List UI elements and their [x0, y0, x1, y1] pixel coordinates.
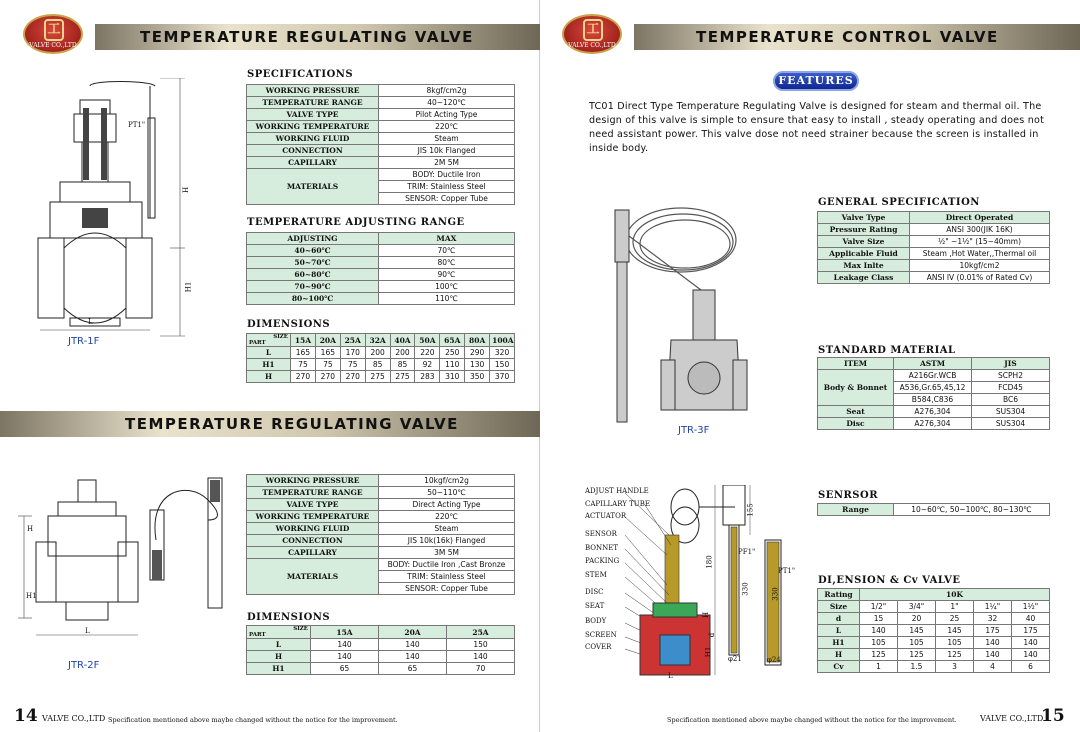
cv-value: 3/4" [898, 601, 936, 613]
dim-value: 200 [365, 347, 390, 359]
spec-label: CAPILLARY [247, 547, 379, 559]
part-label: DISC [585, 588, 604, 596]
spec-label: CONNECTION [247, 535, 379, 547]
dim-row [247, 371, 515, 383]
materials-value: BODY: Ductile Iron [379, 169, 515, 181]
adj-row [247, 257, 515, 269]
std-jis: SCPH2 [972, 370, 1050, 382]
gen-label: Pressure Rating [818, 224, 910, 236]
company-logo: 工 VALVE CO.,LTD [562, 14, 622, 54]
company-logo: 工 VALVE CO.,LTD [23, 14, 83, 54]
section-title-bar [634, 24, 1080, 50]
cv-value: 105 [898, 637, 936, 649]
section-title-2: TEMPERATURE REGULATING VALVE [125, 415, 459, 433]
dimensions-heading-2: DIMENSIONS [247, 612, 331, 623]
spec-row [247, 487, 515, 499]
right-page [541, 0, 1080, 732]
size-label: SIZE [273, 334, 288, 340]
cv-value: 40 [1012, 613, 1050, 625]
cv-row [818, 601, 1050, 613]
part-label: PACKING [585, 557, 620, 565]
adj-max: 90℃ [379, 269, 515, 281]
dim-value: 75 [315, 359, 340, 371]
part-label: SEAT [585, 602, 605, 610]
dim-330a: 330 [741, 582, 750, 596]
cv-value: 125 [936, 649, 974, 661]
dim-h-label: H [182, 186, 191, 194]
std-item: Body & Bonnet [818, 370, 894, 406]
spec-value: 40~120℃ [379, 97, 515, 109]
dim-h1-label-2: H1 [26, 592, 37, 600]
spec-value: 3M 5M [379, 547, 515, 559]
footer-note: Specification mentioned above maybe changed without the notice for the improvement. [667, 716, 957, 724]
dim-value: 270 [291, 371, 316, 383]
part-label: SENSOR [585, 530, 617, 538]
dim-size-header: 40A [390, 334, 415, 347]
adj-range: 80~100℃ [247, 293, 379, 305]
cv-row [818, 649, 1050, 661]
part-size-header [247, 334, 291, 347]
dim-size-header: 15A [311, 626, 379, 639]
gen-value: ANSI IV (0.01% of Rated Cv) [910, 272, 1050, 284]
gen-value: ANSI 300(JIK 16K) [910, 224, 1050, 236]
dim-155: 155 [746, 503, 755, 517]
part-label: PART [249, 632, 266, 638]
spec-row [247, 121, 515, 133]
dim-value: 140 [311, 639, 379, 651]
dim-value: 65 [379, 663, 447, 675]
sensor-range-label: Range [818, 504, 894, 516]
cv-value: 145 [898, 625, 936, 637]
spec-value: Direct Acting Type [379, 499, 515, 511]
cv-value: 140 [1012, 649, 1050, 661]
spec-row [247, 535, 515, 547]
dim-size-header: 25A [447, 626, 515, 639]
std-astm: A276,304 [894, 418, 972, 430]
dim-h: H [702, 611, 711, 619]
spec-value: JIS 10k(16k) Flanged [379, 535, 515, 547]
spec-row [247, 85, 515, 97]
adj-range: 50~70℃ [247, 257, 379, 269]
spec-row [247, 475, 515, 487]
gen-value: ½" ~1½" (15~40mm) [910, 236, 1050, 248]
dim-value: 320 [490, 347, 515, 359]
dim-value: 85 [365, 359, 390, 371]
general-spec-table [817, 211, 1050, 284]
jtr-2f-drawing [18, 470, 248, 650]
dim-l-label: L [88, 318, 93, 326]
part-label: ACTUATOR [585, 512, 627, 520]
dim-phi24: φ24 [767, 656, 781, 664]
materials-value: BODY: Ductile Iron ,Cast Bronze [379, 559, 515, 571]
dim-part: H [247, 651, 311, 663]
cv-value: 125 [898, 649, 936, 661]
cv-rating-value: 10K [860, 589, 1050, 601]
pt1-label: PT1" [128, 121, 146, 129]
cv-value: 1.5 [898, 661, 936, 673]
gen-label: Leakage Class [818, 272, 910, 284]
cv-value: 105 [860, 637, 898, 649]
cv-row [818, 625, 1050, 637]
cv-value: 15 [860, 613, 898, 625]
cv-value: 32 [974, 613, 1012, 625]
gen-label: Valve Size [818, 236, 910, 248]
cv-row [818, 613, 1050, 625]
dim-value: 200 [390, 347, 415, 359]
dim-value: 310 [440, 371, 465, 383]
gen-value: 10kgf/cm2 [910, 260, 1050, 272]
std-row [818, 370, 1050, 382]
materials-value: TRIM: Stainless Steel [379, 571, 515, 583]
dim-size-header: 65A [440, 334, 465, 347]
section-title-bar-2 [0, 411, 540, 437]
dim-value: 65 [311, 663, 379, 675]
dim-h-label-2: H [27, 525, 34, 533]
gen-row [818, 248, 1050, 260]
spec-row [247, 145, 515, 157]
gen-label: Valve Type [818, 212, 910, 224]
spec-label: CAPILLARY [247, 157, 379, 169]
adj-row [247, 245, 515, 257]
cv-value: 125 [860, 649, 898, 661]
dim-value: 140 [379, 639, 447, 651]
dim-value: 250 [440, 347, 465, 359]
dimensions-heading: DIMENSIONS [247, 319, 331, 330]
cv-value: 6 [1012, 661, 1050, 673]
dim-row [247, 359, 515, 371]
spec-row [247, 547, 515, 559]
dim-size-header: 50A [415, 334, 440, 347]
footer-company: VALVE CO.,LTD [980, 714, 1044, 723]
gen-value: Steam ,Hot Water,,Thermal oil [910, 248, 1050, 260]
jtr-1f-caption: JTR-1F [68, 336, 100, 347]
std-item: Seat [818, 406, 894, 418]
spec-value: JIS 10k Flanged [379, 145, 515, 157]
cv-row [818, 661, 1050, 673]
part-label: BONNET [585, 544, 619, 552]
cv-value: 1 [860, 661, 898, 673]
specifications-table [246, 84, 515, 205]
materials-row [247, 559, 515, 571]
spec-label: VALVE TYPE [247, 109, 379, 121]
dim-d: d [708, 632, 717, 638]
dimensions-table-2 [246, 625, 515, 675]
spec-value: Pilot Acting Type [379, 109, 515, 121]
dim-pt1: PT1" [778, 567, 796, 575]
std-astm: A536,Gr.65,45,12 [894, 382, 972, 394]
dim-value: 85 [390, 359, 415, 371]
size-label: SIZE [293, 626, 308, 632]
adj-range: 60~80℃ [247, 269, 379, 281]
cv-value: 1" [936, 601, 974, 613]
dim-size-header: 80A [465, 334, 490, 347]
standard-material-table [817, 357, 1050, 430]
dim-size-header: 25A [340, 334, 365, 347]
gen-row [818, 212, 1050, 224]
dim-value: 275 [365, 371, 390, 383]
part-label: CAPILLARY TUBE [585, 500, 650, 508]
cv-part: H [818, 649, 860, 661]
dim-value: 75 [291, 359, 316, 371]
spec-row [247, 511, 515, 523]
dim-value: 370 [490, 371, 515, 383]
cv-part: H1 [818, 637, 860, 649]
materials-value: TRIM: Stainless Steel [379, 181, 515, 193]
jtr-1f-drawing [30, 78, 195, 348]
dim-size-header: 20A [315, 334, 340, 347]
dim-l: L [668, 672, 673, 680]
adj-header: ADJUSTING [247, 233, 379, 245]
std-jis: FCD45 [972, 382, 1050, 394]
std-jis: SUS304 [972, 406, 1050, 418]
specifications-table-2 [246, 474, 515, 595]
gen-row [818, 260, 1050, 272]
part-label: SCREEN [585, 631, 617, 639]
cv-value: 140 [1012, 637, 1050, 649]
dim-h1: H1 [704, 646, 713, 658]
adj-range: 70~90℃ [247, 281, 379, 293]
materials-row [247, 169, 515, 181]
spec-label: VALVE TYPE [247, 499, 379, 511]
spec-label: WORKING PRESSURE [247, 475, 379, 487]
cv-value: 25 [936, 613, 974, 625]
sensor-heading: SENRSOR [818, 490, 879, 501]
adj-row [247, 269, 515, 281]
std-header: ASTM [894, 358, 972, 370]
spec-row [247, 109, 515, 121]
section-title-bar [95, 24, 540, 50]
gen-row [818, 236, 1050, 248]
dimensions-table-1 [246, 333, 515, 383]
general-spec-heading: GENERAL SPECIFICATION [818, 197, 980, 208]
dim-value: 92 [415, 359, 440, 371]
materials-value: SENSOR: Copper Tube [379, 193, 515, 205]
dim-value: 140 [311, 651, 379, 663]
dim-value: 290 [465, 347, 490, 359]
spec-value: Steam [379, 523, 515, 535]
dim-value: 283 [415, 371, 440, 383]
cv-value: 1¼" [974, 601, 1012, 613]
jtr-3f-drawing [601, 200, 801, 430]
std-jis: SUS304 [972, 418, 1050, 430]
spec-row [247, 97, 515, 109]
materials-label: MATERIALS [247, 169, 379, 205]
footer-company: VALVE CO.,LTD [42, 714, 106, 723]
gen-label: Applicable Fluid [818, 248, 910, 260]
adj-max: 70℃ [379, 245, 515, 257]
dim-part: H1 [247, 359, 291, 371]
adj-max: 80℃ [379, 257, 515, 269]
dim-value: 165 [315, 347, 340, 359]
materials-label: MATERIALS [247, 559, 379, 595]
cv-value: 140 [974, 649, 1012, 661]
sensor-table [817, 503, 1050, 516]
dim-value: 275 [390, 371, 415, 383]
cv-value: 1/2" [860, 601, 898, 613]
adj-range: 40~60℃ [247, 245, 379, 257]
gen-row [818, 224, 1050, 236]
dimension-cv-heading: DI,ENSION & Cv VALVE [818, 575, 961, 586]
dim-180: 180 [705, 555, 714, 569]
jtr-3f-caption: JTR-3F [678, 425, 710, 436]
page-number: 15 [1041, 706, 1065, 726]
std-header: JIS [972, 358, 1050, 370]
adj-max: 100℃ [379, 281, 515, 293]
dim-value: 75 [340, 359, 365, 371]
cv-part: d [818, 613, 860, 625]
dim-value: 110 [440, 359, 465, 371]
std-astm: B584,C836 [894, 394, 972, 406]
spec-row [247, 157, 515, 169]
features-badge: FEATURES [773, 71, 859, 91]
dim-part: L [247, 347, 291, 359]
adj-max: 110℃ [379, 293, 515, 305]
gen-row [818, 272, 1050, 284]
part-label: COVER [585, 643, 612, 651]
std-astm: A276,304 [894, 406, 972, 418]
spec-value: 220℃ [379, 121, 515, 133]
cv-value: 4 [974, 661, 1012, 673]
dim-value: 170 [340, 347, 365, 359]
materials-value: SENSOR: Copper Tube [379, 583, 515, 595]
specifications-heading: SPECIFICATIONS [247, 69, 354, 80]
dim-value: 140 [379, 651, 447, 663]
dim-row [247, 639, 515, 651]
std-row [818, 406, 1050, 418]
spec-label: TEMPERATURE RANGE [247, 97, 379, 109]
dim-value: 140 [447, 651, 515, 663]
gen-label: Max Inlte [818, 260, 910, 272]
adj-row [247, 293, 515, 305]
dim-size-header: 20A [379, 626, 447, 639]
sensor-range-value: 10~60℃, 50~100℃, 80~130℃ [894, 504, 1050, 516]
cv-value: 1½" [1012, 601, 1050, 613]
std-header: ITEM [818, 358, 894, 370]
std-jis: BC6 [972, 394, 1050, 406]
cv-value: 175 [1012, 625, 1050, 637]
spec-row [247, 523, 515, 535]
adj-header: MAX [379, 233, 515, 245]
cv-value: 175 [974, 625, 1012, 637]
dim-row [247, 651, 515, 663]
dim-value: 270 [340, 371, 365, 383]
dim-value: 165 [291, 347, 316, 359]
spec-label: WORKING PRESSURE [247, 85, 379, 97]
dim-value: 350 [465, 371, 490, 383]
dim-size-header: 15A [291, 334, 316, 347]
cv-row [818, 637, 1050, 649]
dim-size-header: 32A [365, 334, 390, 347]
dim-value: 130 [465, 359, 490, 371]
spec-value: 8kgf/cm2g [379, 85, 515, 97]
dim-value: 220 [415, 347, 440, 359]
part-label: ADJUST HANDLE [585, 487, 649, 495]
std-astm: A216Gr.WCB [894, 370, 972, 382]
dim-size-header: 100A [490, 334, 515, 347]
standard-material-heading: STANDARD MATERIAL [818, 345, 956, 356]
dimension-cv-table [817, 588, 1050, 673]
part-label: PART [249, 340, 266, 346]
spec-value: 50~110℃ [379, 487, 515, 499]
cv-value: 105 [936, 637, 974, 649]
temp-adjusting-heading: TEMPERATURE ADJUSTING RANGE [247, 217, 465, 228]
cv-part: L [818, 625, 860, 637]
part-label: STEM [585, 571, 607, 579]
std-row [818, 418, 1050, 430]
spec-row [247, 133, 515, 145]
dim-value: 150 [447, 639, 515, 651]
gen-value: Direct Operated [910, 212, 1050, 224]
dim-value: 150 [490, 359, 515, 371]
spec-value: 220℃ [379, 511, 515, 523]
spec-label: TEMPERATURE RANGE [247, 487, 379, 499]
cv-value: 3 [936, 661, 974, 673]
jtr-2f-caption: JTR-2F [68, 660, 100, 671]
page-number: 14 [14, 706, 38, 726]
spec-label: WORKING TEMPERATURE [247, 511, 379, 523]
dim-row [247, 663, 515, 675]
spec-label: CONNECTION [247, 145, 379, 157]
dim-pf1: PF1" [738, 548, 756, 556]
adj-row [247, 281, 515, 293]
cv-value: 140 [974, 637, 1012, 649]
dim-part: H1 [247, 663, 311, 675]
temp-adjusting-table [246, 232, 515, 305]
std-item: Disc [818, 418, 894, 430]
spec-value: 2M 5M [379, 157, 515, 169]
features-paragraph: TC01 Direct Type Temperature Regulating Valve is designed for steam and thermal oil. The design of this valve is simple to ensure that easy to install , steady operating and does not need assistant power. This valve dose not need strainer because the screen is installed in inside body. [589, 101, 1045, 154]
spec-value: Steam [379, 133, 515, 145]
cv-value: 145 [936, 625, 974, 637]
spec-row [247, 499, 515, 511]
cv-value: 20 [898, 613, 936, 625]
cv-rating-label: Rating [818, 589, 860, 601]
spec-label: WORKING FLUID [247, 523, 379, 535]
spec-label: WORKING TEMPERATURE [247, 121, 379, 133]
part-size-header [247, 626, 311, 639]
cv-part: Size [818, 601, 860, 613]
dim-value: 70 [447, 663, 515, 675]
cv-value: 140 [860, 625, 898, 637]
dim-h1-label: H1 [184, 281, 193, 293]
section-title: TEMPERATURE CONTROL VALVE [696, 28, 999, 46]
spec-value: 10kgf/cm2g [379, 475, 515, 487]
dim-phi21: φ21 [728, 655, 742, 663]
dim-part: H [247, 371, 291, 383]
spec-label: WORKING FLUID [247, 133, 379, 145]
dim-row [247, 347, 515, 359]
section-title: TEMPERATURE REGULATING VALVE [140, 28, 474, 46]
cv-part: Cv [818, 661, 860, 673]
part-label: BODY [585, 617, 607, 625]
dim-l-label-2: L [85, 627, 90, 635]
dim-330b: 330 [771, 587, 780, 601]
dim-part: L [247, 639, 311, 651]
footer-note: Specification mentioned above maybe changed without the notice for the improvement. [108, 716, 398, 724]
dim-value: 270 [315, 371, 340, 383]
